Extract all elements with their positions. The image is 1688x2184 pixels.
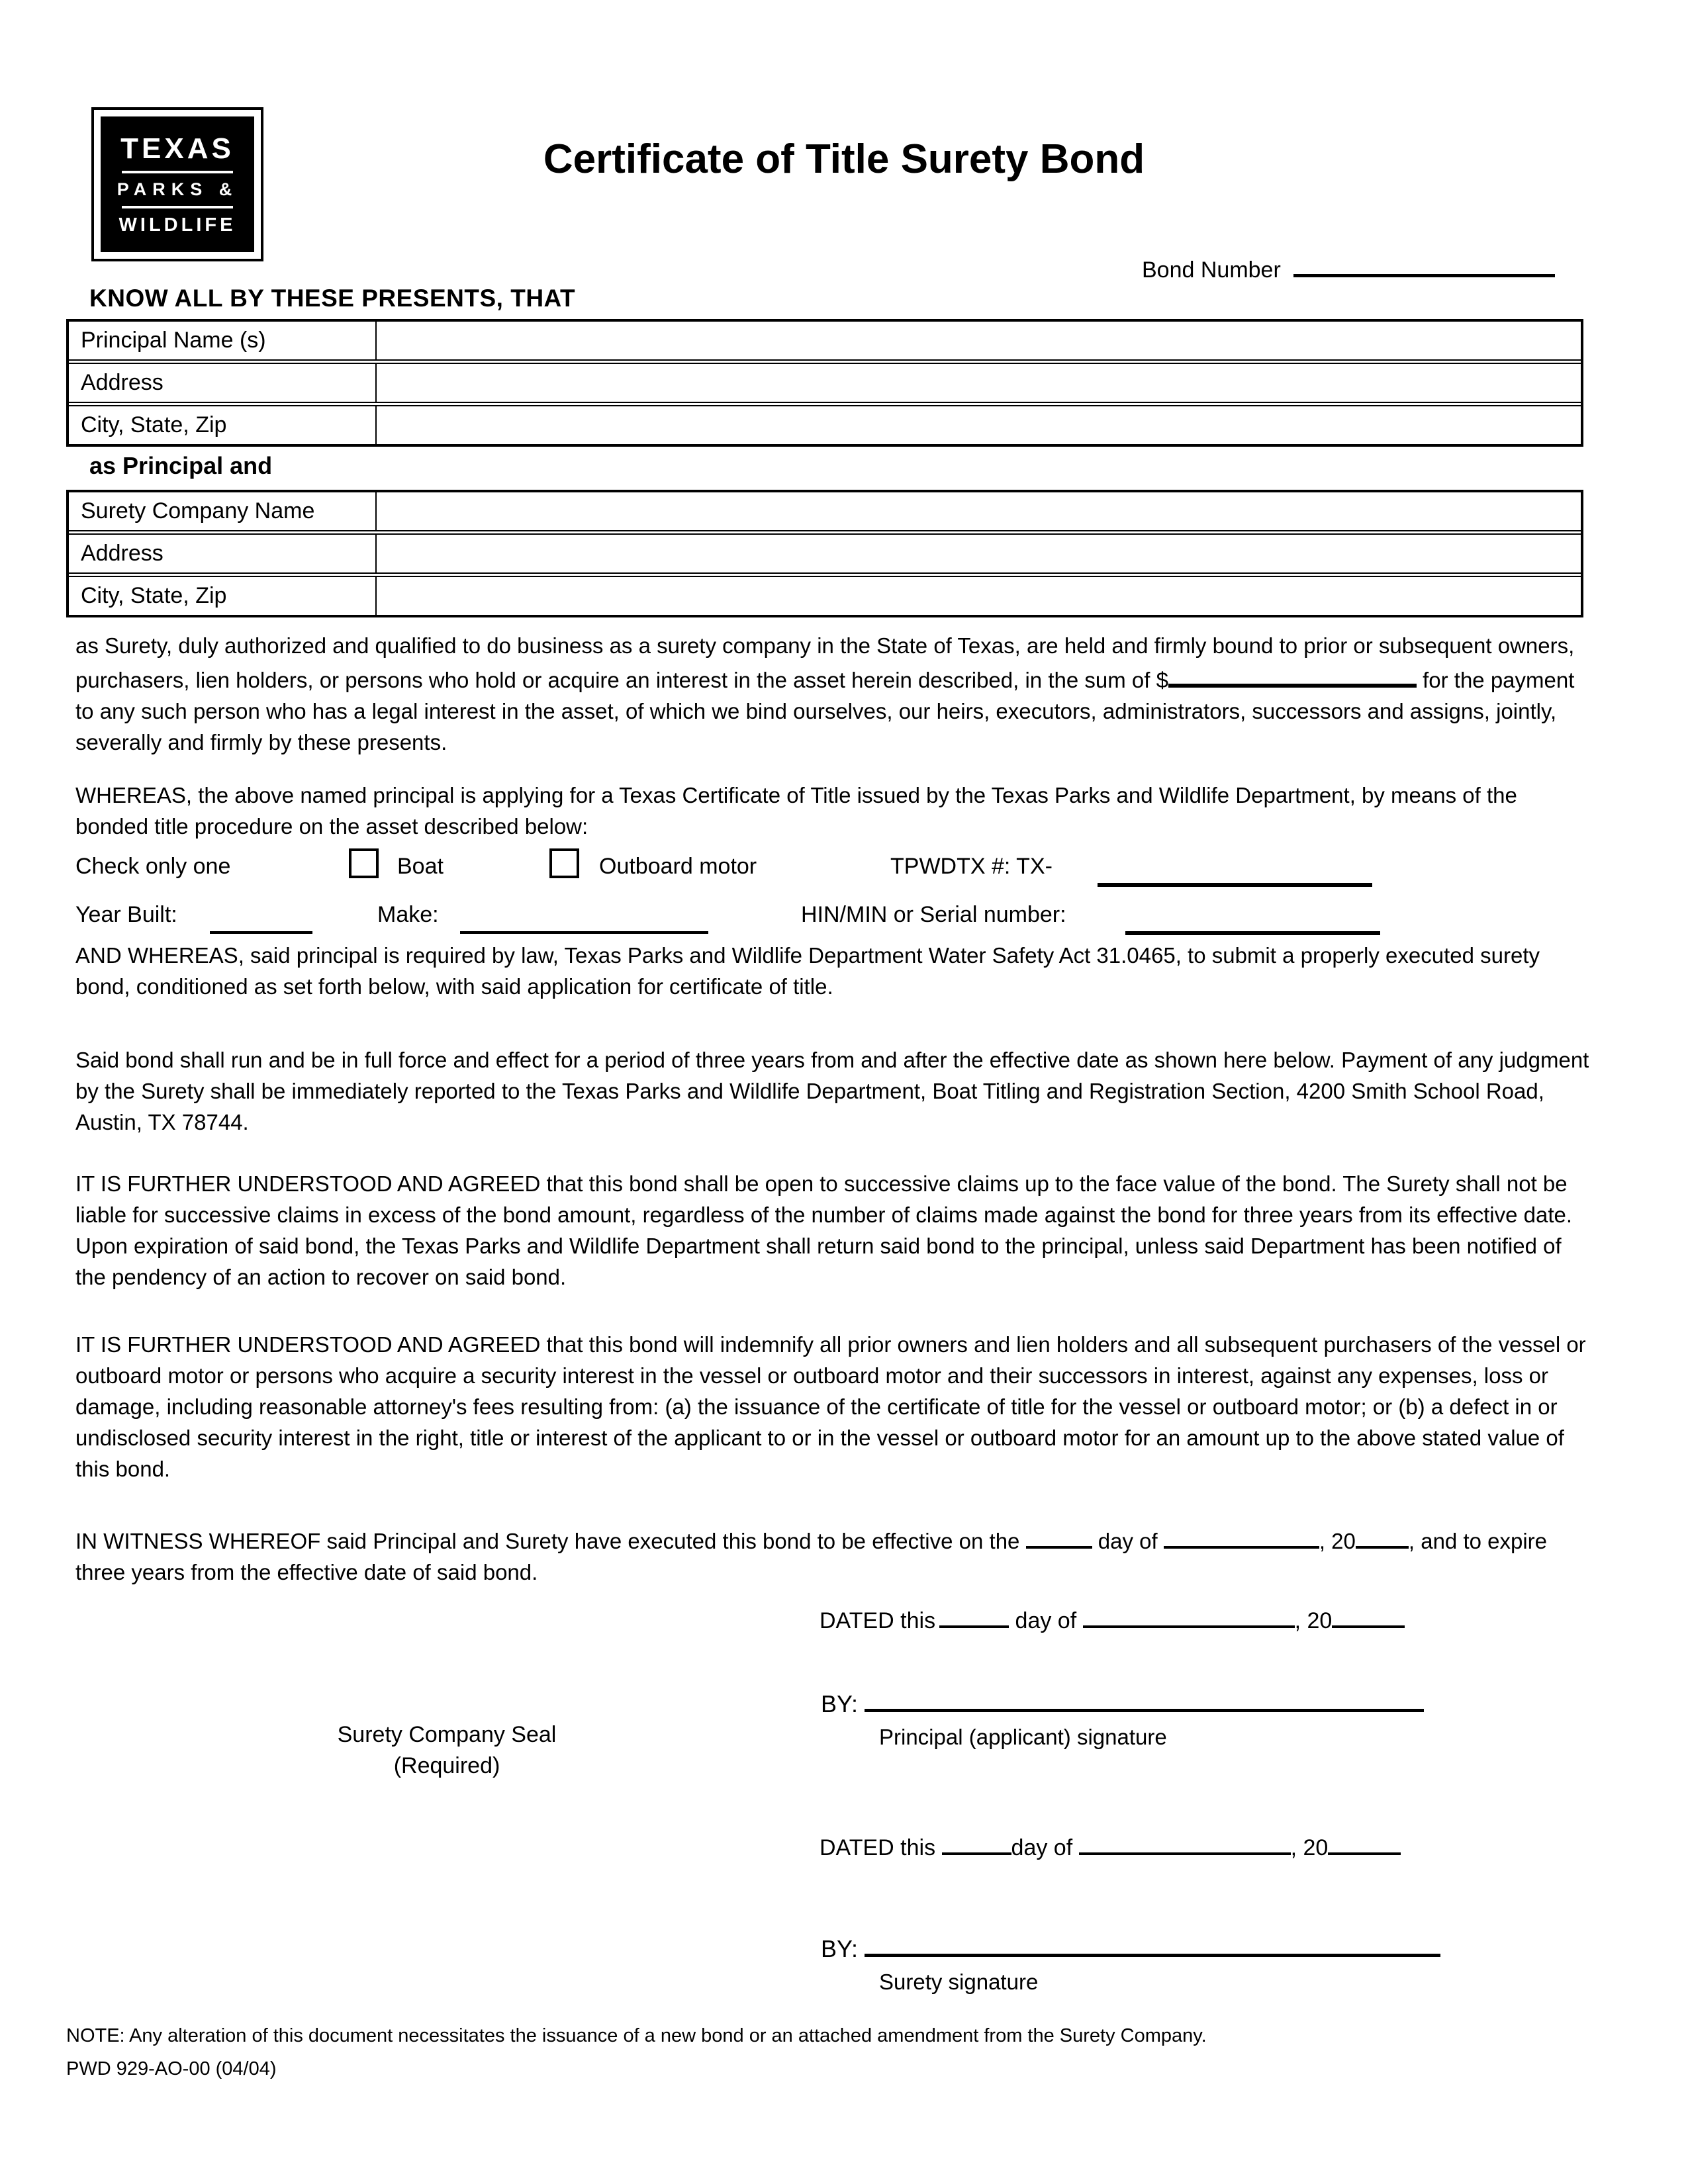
said-bond-paragraph: Said bond shall run and be in full force and effect for a period of three years from and after the effective date as shown here below. Payment of any judgment by the Surety shall be immediately reported to the Texas Parks and Wildlife Department, Boat Titling and Registration Section, 4200 Smith School Road, Austin, TX 78744. [75, 1048, 1589, 1134]
witness-day-of-label: day of [1098, 1529, 1158, 1553]
principal-dated-row [820, 1603, 1405, 1634]
outboard-motor-checkbox[interactable] [549, 848, 579, 878]
logo-text-wildlife: WILDLIFE [118, 214, 236, 236]
dated-day-of-label: day of [1011, 1835, 1073, 1860]
witness-part2: , and to expire three years from the effective date of said bond. [75, 1529, 1548, 1584]
effective-month-field[interactable] [1164, 1524, 1319, 1549]
year-built-label: Year Built: [75, 902, 177, 927]
principal-city-state-zip-label: City, State, Zip [69, 406, 377, 444]
principal-address-label: Address [69, 364, 377, 402]
logo-divider [122, 206, 233, 208]
principal-table [66, 319, 1583, 447]
principal-signature-field[interactable] [865, 1686, 1424, 1712]
whereas-paragraph: WHEREAS, the above named principal is applying for a Texas Certificate of Title issued by the Texas Parks and Wildlife Department, by means of the bonded title procedure on the asset described below: [75, 783, 1517, 839]
surety-address-label: Address [69, 535, 377, 572]
boat-checkbox[interactable] [349, 848, 379, 878]
table-row [69, 535, 1581, 572]
dated-this-label: DATED this [820, 1835, 936, 1860]
principal-name-label: Principal Name (s) [69, 322, 377, 359]
by-label: BY: [821, 1935, 859, 1962]
asset-detail-row [0, 897, 1688, 936]
surety-company-name-label: Surety Company Name [69, 492, 377, 530]
dated-day-of-label: day of [1015, 1608, 1077, 1633]
surety-paragraph-part1: as Surety, duly authorized and qualified to do business as a surety company in the State of Texas, are held and firmly bound to prior or subsequent owners, purchasers, lien holders, or persons who hold or acquire an interest in the asset herein described, in the sum of $ [75, 633, 1575, 692]
bond-number-row [1142, 251, 1555, 283]
as-principal-and-heading: as Principal and [89, 452, 273, 479]
surety-obligation-paragraph [75, 630, 1595, 758]
by-label: BY: [821, 1690, 859, 1717]
principal-dated-day-field[interactable] [939, 1603, 1009, 1628]
surety-paragraph-part2: for the payment to any such person who has a legal interest in the asset, of which we bind ourselves, our heirs, executors, administrators, successors and assigns, jointly, severally and firmly by these presents. [75, 668, 1575, 754]
effective-day-field[interactable] [1026, 1524, 1092, 1549]
surety-company-name-field[interactable] [377, 492, 1581, 530]
table-row [69, 364, 1581, 402]
table-row [69, 322, 1581, 359]
table-row [69, 492, 1581, 530]
logo-text-texas: TEXAS [120, 132, 234, 165]
surety-dated-month-field[interactable] [1079, 1830, 1291, 1855]
surety-signature-caption: Surety signature [879, 1970, 1039, 1994]
bond-number-label: Bond Number [1142, 257, 1281, 283]
row-divider [69, 402, 1581, 406]
boat-label: Boat [397, 854, 444, 879]
principal-dated-year-field[interactable] [1332, 1603, 1405, 1628]
hin-serial-field[interactable] [1125, 899, 1380, 935]
year-built-field[interactable] [210, 899, 312, 934]
surety-dated-day-field[interactable] [942, 1830, 1011, 1855]
dated-year-prefix: , 20 [1294, 1608, 1333, 1633]
bond-sum-field[interactable] [1168, 661, 1417, 688]
row-divider [69, 530, 1581, 535]
surety-by-row [821, 1931, 1440, 1963]
bond-number-field[interactable] [1293, 251, 1555, 277]
surety-signature-field[interactable] [865, 1931, 1440, 1957]
dated-this-label: DATED this [820, 1608, 936, 1633]
tpwdtx-number-label: TPWDTX #: TX- [890, 854, 1053, 879]
make-field[interactable] [460, 899, 708, 934]
witness-paragraph [75, 1524, 1595, 1588]
principal-by-row [821, 1686, 1424, 1718]
make-label: Make: [377, 902, 439, 927]
principal-address-field[interactable] [377, 364, 1581, 402]
outboard-motor-label: Outboard motor [599, 854, 757, 879]
row-divider [69, 572, 1581, 577]
hin-serial-label: HIN/MIN or Serial number: [801, 902, 1066, 927]
surety-city-state-zip-field[interactable] [377, 577, 1581, 615]
table-row [69, 406, 1581, 444]
principal-signature-caption: Principal (applicant) signature [879, 1725, 1167, 1749]
surety-address-field[interactable] [377, 535, 1581, 572]
principal-city-state-zip-field[interactable] [377, 406, 1581, 444]
principal-dated-month-field[interactable] [1083, 1603, 1295, 1628]
row-divider [69, 359, 1581, 364]
further-understood-paragraph-1: IT IS FURTHER UNDERSTOOD AND AGREED that this bond shall be open to successive claims up to the face value of the bond. The Surety shall not be liable for successive claims in excess of the bond amount, regardless of the number of claims made against the bond for three years from its effective date. Upon expiration of said bond, the Texas Parks and Wildlife Department shall return said bond to the principal, unless said Department has been notified of the pendency of an action to recover on said bond. [75, 1171, 1573, 1289]
effective-year-field[interactable] [1356, 1524, 1409, 1549]
page-title: Certificate of Title Surety Bond [543, 136, 1145, 182]
asset-type-row [0, 848, 1688, 888]
further-understood-paragraph-2: IT IS FURTHER UNDERSTOOD AND AGREED that this bond will indemnify all prior owners and lien holders and all subsequent purchasers of the vessel or outboard motor or persons who acquire a security interest in the vessel or outboard motor and their successors in interest, against any expenses, loss or damage, including reasonable attorney's fees resulting from: (a) the issuance of the certificate of title for the vessel or outboard motor; or (b) a defect in or undisclosed security interest in the right, title or interest of the applicant to or in the vessel or outboard motor for an amount up to the above stated value of this bond. [75, 1332, 1586, 1481]
alteration-note: NOTE: Any alteration of this document necessitates the issuance of a new bond or an attached amendment from the Surety Company. [66, 2025, 1207, 2046]
know-all-heading: KNOW ALL BY THESE PRESENTS, THAT [89, 285, 576, 312]
logo-text-parks: PARKS & [117, 179, 238, 199]
check-only-one-label: Check only one [75, 854, 231, 879]
witness-part1: IN WITNESS WHEREOF said Principal and Surety have executed this bond to be effective on the [75, 1529, 1020, 1553]
principal-name-field[interactable] [377, 322, 1581, 359]
surety-city-state-zip-label: City, State, Zip [69, 577, 377, 615]
surety-seal-area [301, 1719, 592, 1782]
and-whereas-paragraph: AND WHEREAS, said principal is required by law, Texas Parks and Wildlife Department Water Safety Act 31.0465, to submit a properly executed surety bond, conditioned as set forth below, with said application for certificate of title. [75, 943, 1540, 999]
form-number: PWD 929-AO-00 (04/04) [66, 2058, 277, 2079]
surety-dated-row [820, 1830, 1401, 1861]
seal-label-line2: (Required) [393, 1753, 500, 1778]
surety-table [66, 490, 1583, 617]
witness-year-prefix: , 20 [1319, 1529, 1356, 1553]
table-row [69, 577, 1581, 615]
dated-year-prefix: , 20 [1290, 1835, 1329, 1860]
tpwd-logo-icon [91, 107, 263, 261]
tpwdtx-number-field[interactable] [1098, 851, 1372, 887]
surety-dated-year-field[interactable] [1328, 1830, 1401, 1855]
seal-label-line1: Surety Company Seal [337, 1722, 557, 1747]
